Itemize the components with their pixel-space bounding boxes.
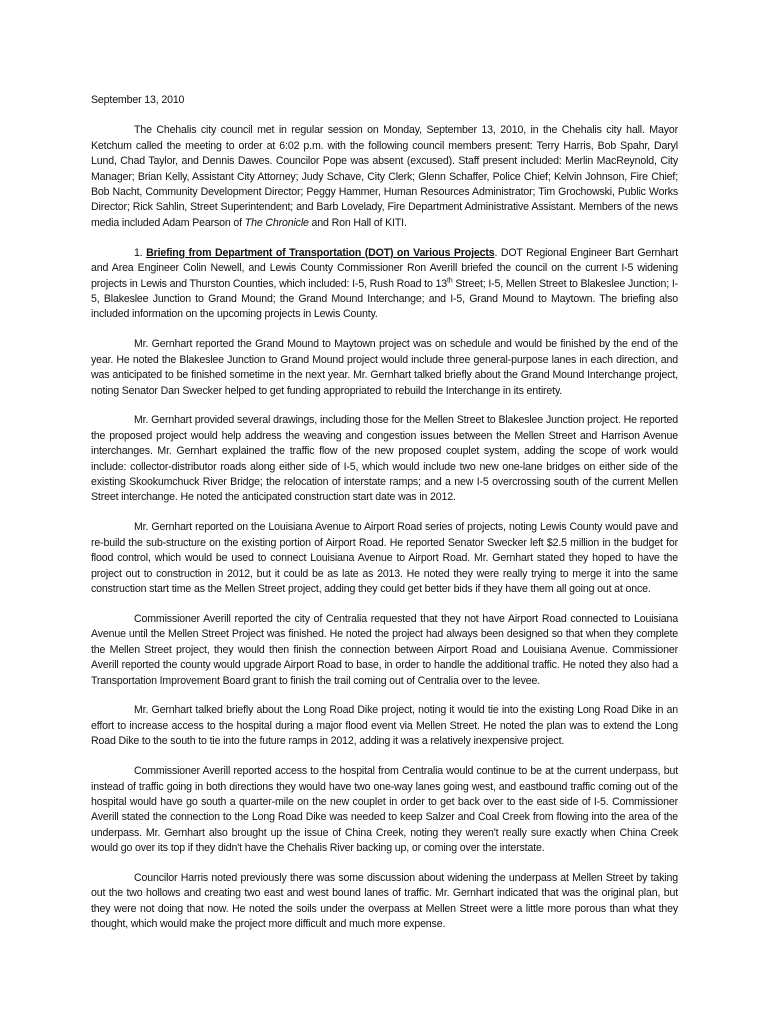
meeting-date: September 13, 2010	[91, 94, 185, 106]
ordinal-suffix: th	[447, 277, 453, 285]
item-number: 1.	[134, 246, 147, 259]
intro-paragraph	[91, 123, 678, 231]
item-text-b: Street; I-5, Mellen Street to Blakeslee Junction; I-5, Blakeslee Junction to Grand Mound; the Grand Mound Interchange; and I-5, Grand Mound to Maytown. The briefing also included information on the upcoming projects in Lewis County.	[91, 277, 678, 321]
item-title: Briefing from Department of Transportation (DOT) on Various Projects	[146, 246, 495, 259]
document-body	[91, 93, 678, 947]
publication-name: The Chronicle	[244, 216, 309, 229]
paragraph-centralia-request: Commissioner Averill reported the city of Centralia requested that they not have Airport Road connected to Louisiana Avenue until the Mellen Street Project was finished. He noted the project had always been designed so that when they complete the Mellen Street project, they would then finish the connection between Airport Road and Louisiana Avenue. Commissioner Averill reported the county would upgrade Airport Road to base, in order to handle the additional traffic. He noted they also had a Transportation Improvement Board grant to finish the trail coming out of Centralia over to the levee.	[91, 612, 678, 687]
intro-text-b: and Ron Hall of KITI.	[308, 216, 407, 229]
agenda-item-1	[91, 246, 678, 323]
paragraph-mellen-street: Mr. Gernhart provided several drawings, including those for the Mellen Street to Blakeslee Junction project. He reported the proposed project would help address the weaving and congestion issues between the Mellen Street and Harrison Avenue interchanges. Mr. Gernhart explained the traffic flow of the new proposed couplet system, adding the scope of work would include: collector-distributor roads along either side of I-5, which would include two new one-lane bridges on either side of the existing Skookumchuck River Bridge; the relocation of interstate ramps; and a new I-5 overcrossing south of the current Mellen Street interchange. He noted the anticipated construction start date was in 2012.	[91, 414, 678, 504]
paragraph-long-road-dike: Mr. Gernhart talked briefly about the Long Road Dike project, noting it would tie into the existing Long Road Dike in an effort to increase access to the hospital during a major flood event via Mellen Street. He noted the plan was to extend the Long Road Dike to the south to tie into the future ramps in 2012, adding it was a relatively inexpensive project.	[91, 704, 678, 748]
paragraph-grand-mound: Mr. Gernhart reported the Grand Mound to Maytown project was on schedule and would be finished by the end of the year. He noted the Blakeslee Junction to Grand Mound project would include three general-purpose lanes in each direction, and was anticipated to be finished sometime in the next year. Mr. Gernhart talked briefly about the Grand Mound Interchange project, noting Senator Dan Swecker helped to get funding appropriated to rebuild the Interchange in its entirety.	[91, 338, 678, 397]
paragraph-underpass-widening: Councilor Harris noted previously there was some discussion about widening the underpass at Mellen Street by taking out the two hollows and creating two east and west bound lanes of traffic. Mr. Gernhart indicated that was the original plan, but they were not doing that now. He noted the soils under the overpass at Mellen Street were a little more porous than what they thought, which would make the project more difficult and much more expense.	[91, 872, 678, 931]
intro-text-a: The Chehalis city council met in regular session on Monday, September 13, 2010, in the Chehalis city hall. Mayor Ketchum called the meeting to order at 6:02 p.m. with the following council members present: Terry Harris, Bob Spahr, Daryl Lund, Chad Taylor, and Dennis Dawes. Councilor Pope was absent (excused). Staff present included: Merlin MacReynold, City Manager; Brian Kelly, Assistant City Attorney; Judy Schave, City Clerk; Glenn Schaffer, Police Chief; Kelvin Johnson, Fire Chief; Bob Nacht, Community Development Director; Peggy Hammer, Human Resources Administrator; Tim Grochowski, Public Works Director; Rick Sahlin, Street Superintendent; and Barb Lovelady, Fire Department Administrative Assistant. Members of the news media included Adam Pearson of	[91, 124, 678, 229]
paragraph-louisiana-avenue: Mr. Gernhart reported on the Louisiana Avenue to Airport Road series of projects, noting Lewis County would pave and re-build the sub-structure on the existing portion of Airport Road. He reported Senator Swecker left $2.5 million in the budget for flood control, which would be used to connect Louisiana Avenue to Airport Road. Mr. Gernhart stated they hoped to have the project out to construction in 2012, but it could be as late as 2013. He noted they were really trying to merge it into the same construction start time as the Mellen Street project, adding they could get better bids if they have them all going out at once.	[91, 521, 678, 595]
item-text-a: . DOT Regional Engineer Bart Gernhart and Area Engineer Colin Newell, and Lewis County Commissioner Ron Averill briefed the council on the current I-5 widening projects in Lewis and Thurston Counties, which included: I-5, Rush Road to 13	[91, 246, 678, 290]
paragraph-hospital-access: Commissioner Averill reported access to the hospital from Centralia would continue to be at the current underpass, but instead of traffic going in both directions they would have two one-way lanes going west, and eastbound traffic coming out of the hospital would have go south a quarter-mile on the new couplet in order to get back over to the east side of I-5. Commissioner Averill stated the connection to the Long Road Dike was needed to keep Salzer and Coal Creek from flowing into the area of the underpass. Mr. Gernhart also brought up the issue of China Creek, noting they weren't really sure exactly when China Creek would go over its top if they didn't have the Chehalis River backing up, or coming over the interstate.	[91, 765, 678, 855]
